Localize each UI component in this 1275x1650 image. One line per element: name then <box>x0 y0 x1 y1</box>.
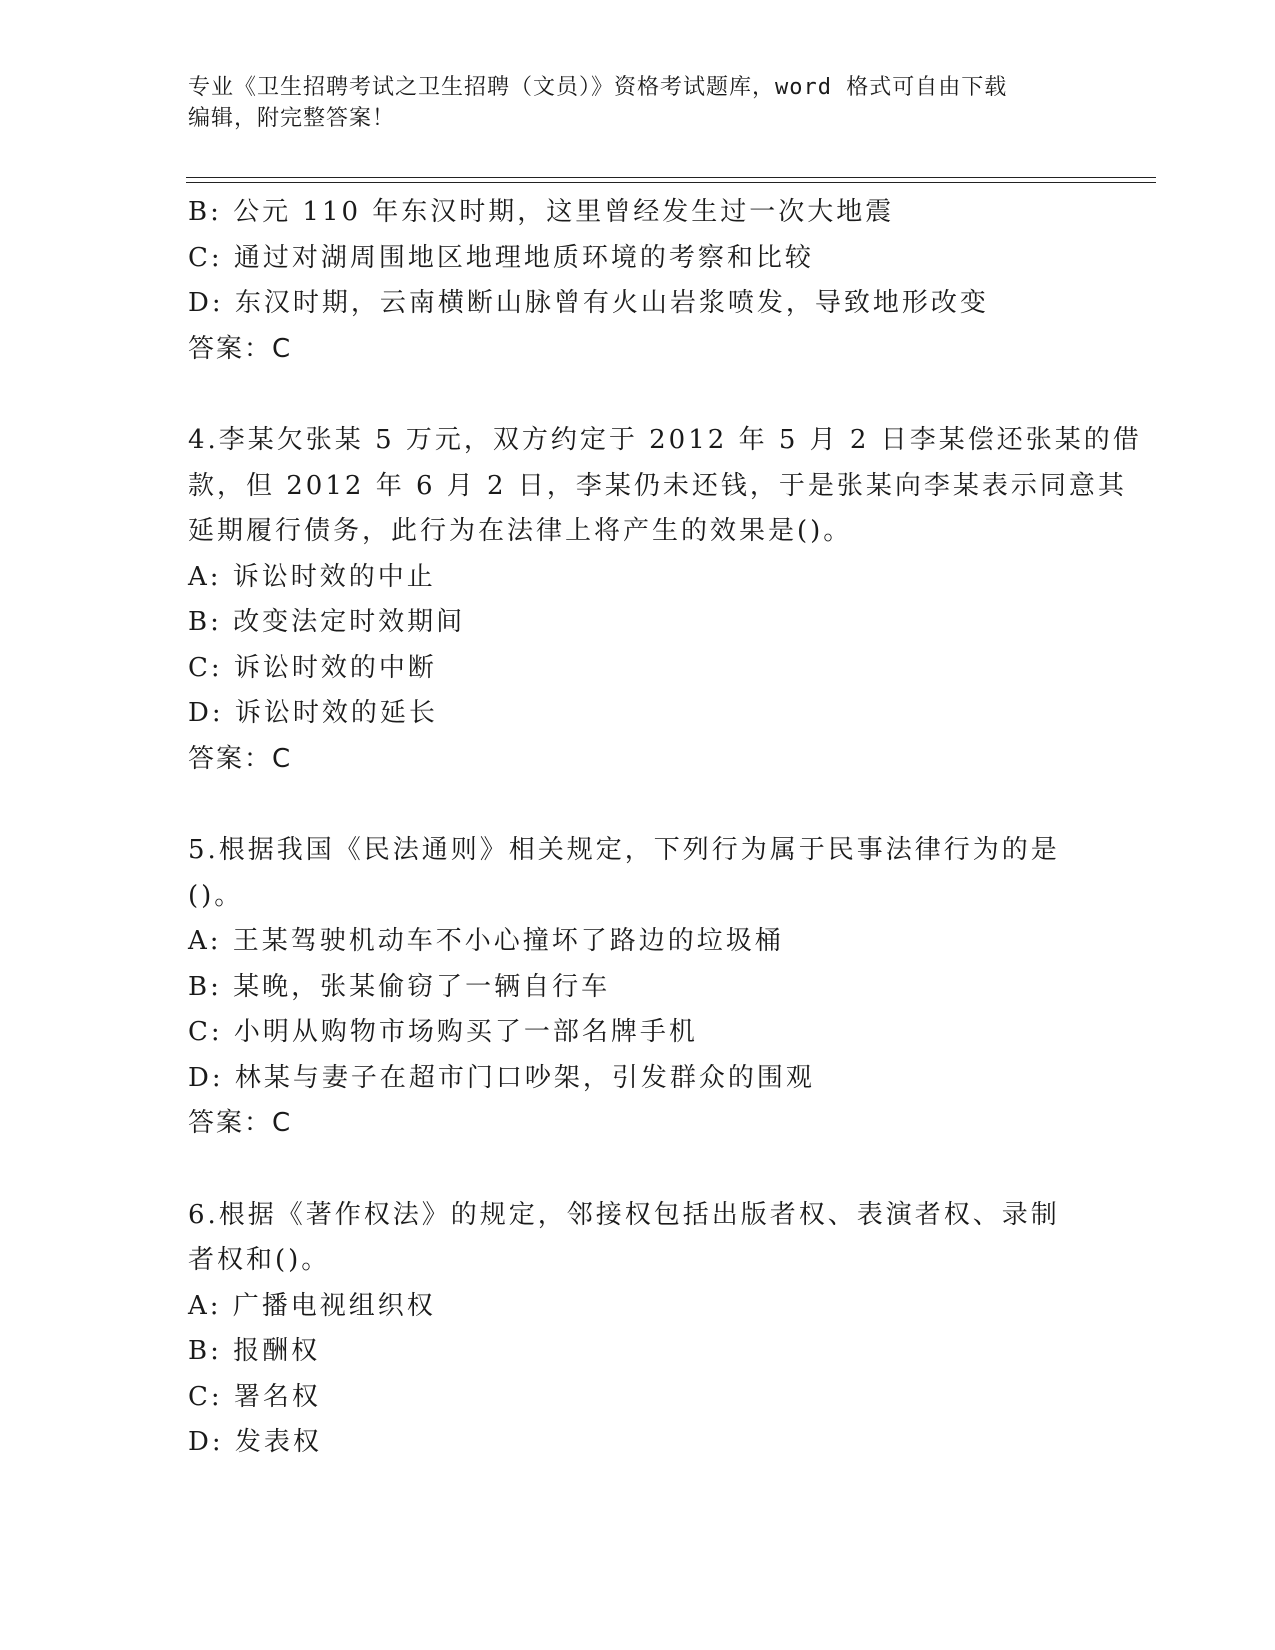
option-a: A: 王某驾驶机动车不小心撞坏了路边的垃圾桶 <box>188 926 784 956</box>
document-header <box>188 72 1108 134</box>
option-c: C: 小明从购物市场购买了一部名牌手机 <box>188 1017 698 1047</box>
stem-line: 6.根据《著作权法》的规定，邻接权包括出版者权、表演者权、录制 <box>188 1199 1060 1230</box>
option-c: C: 通过对湖周围地区地理地质环境的考察和比较 <box>188 242 814 273</box>
answer: 答案：C <box>188 1108 293 1138</box>
question-6 <box>188 1193 1088 1466</box>
option-d: D: 林某与妻子在超市门口吵架，引发群众的围观 <box>188 1062 815 1093</box>
stem-line: ()。 <box>188 880 244 911</box>
header-line-2: 编辑，附完整答案！ <box>188 106 396 131</box>
option-c: C: 署名权 <box>188 1381 321 1412</box>
question-list <box>188 190 1142 1466</box>
header-line-1: 专业《卫生招聘考试之卫生招聘（文员）》资格考试题库，word 格式可自由下载 <box>188 75 1008 100</box>
option-c: C: 诉讼时效的中断 <box>188 652 437 683</box>
option-d: D: 诉讼时效的延长 <box>188 698 438 728</box>
stem-line: 4.李某欠张某 5 万元，双方约定于 2012 年 5 月 2 日李某偿还张某的借 <box>188 425 1142 455</box>
option-b: B: 改变法定时效期间 <box>188 607 466 637</box>
option-b: B: 某晚，张某偷窃了一辆自行车 <box>188 971 611 1002</box>
stem-line: 款，但 2012 年 6 月 2 日，李某仍未还钱，于是张某向李某表示同意其 <box>188 470 1127 501</box>
header-divider-top <box>186 177 1156 178</box>
stem-line: 延期履行债务，此行为在法律上将产生的效果是()。 <box>188 516 853 546</box>
question-3-continued <box>188 190 1088 372</box>
option-a: A: 广播电视组织权 <box>188 1290 436 1321</box>
question-5 <box>188 828 1088 1147</box>
question-stem <box>188 1193 1088 1284</box>
stem-line: 者权和()。 <box>188 1245 331 1275</box>
question-stem <box>188 828 1088 919</box>
option-b: B: 公元 110 年东汉时期，这里曾经发生过一次大地震 <box>188 197 895 227</box>
answer: 答案：C <box>188 333 293 364</box>
question-4 <box>188 418 1142 782</box>
answer: 答案：C <box>188 743 293 774</box>
option-b: B: 报酬权 <box>188 1336 321 1366</box>
option-d: D: 东汉时期，云南横断山脉曾有火山岩浆喷发，导致地形改变 <box>188 288 989 318</box>
option-a: A: 诉讼时效的中止 <box>188 561 436 592</box>
header-divider-bottom <box>186 182 1156 183</box>
option-d: D: 发表权 <box>188 1427 322 1457</box>
stem-line: 5.根据我国《民法通则》相关规定，下列行为属于民事法律行为的是 <box>188 835 1060 865</box>
question-stem <box>188 418 1142 555</box>
